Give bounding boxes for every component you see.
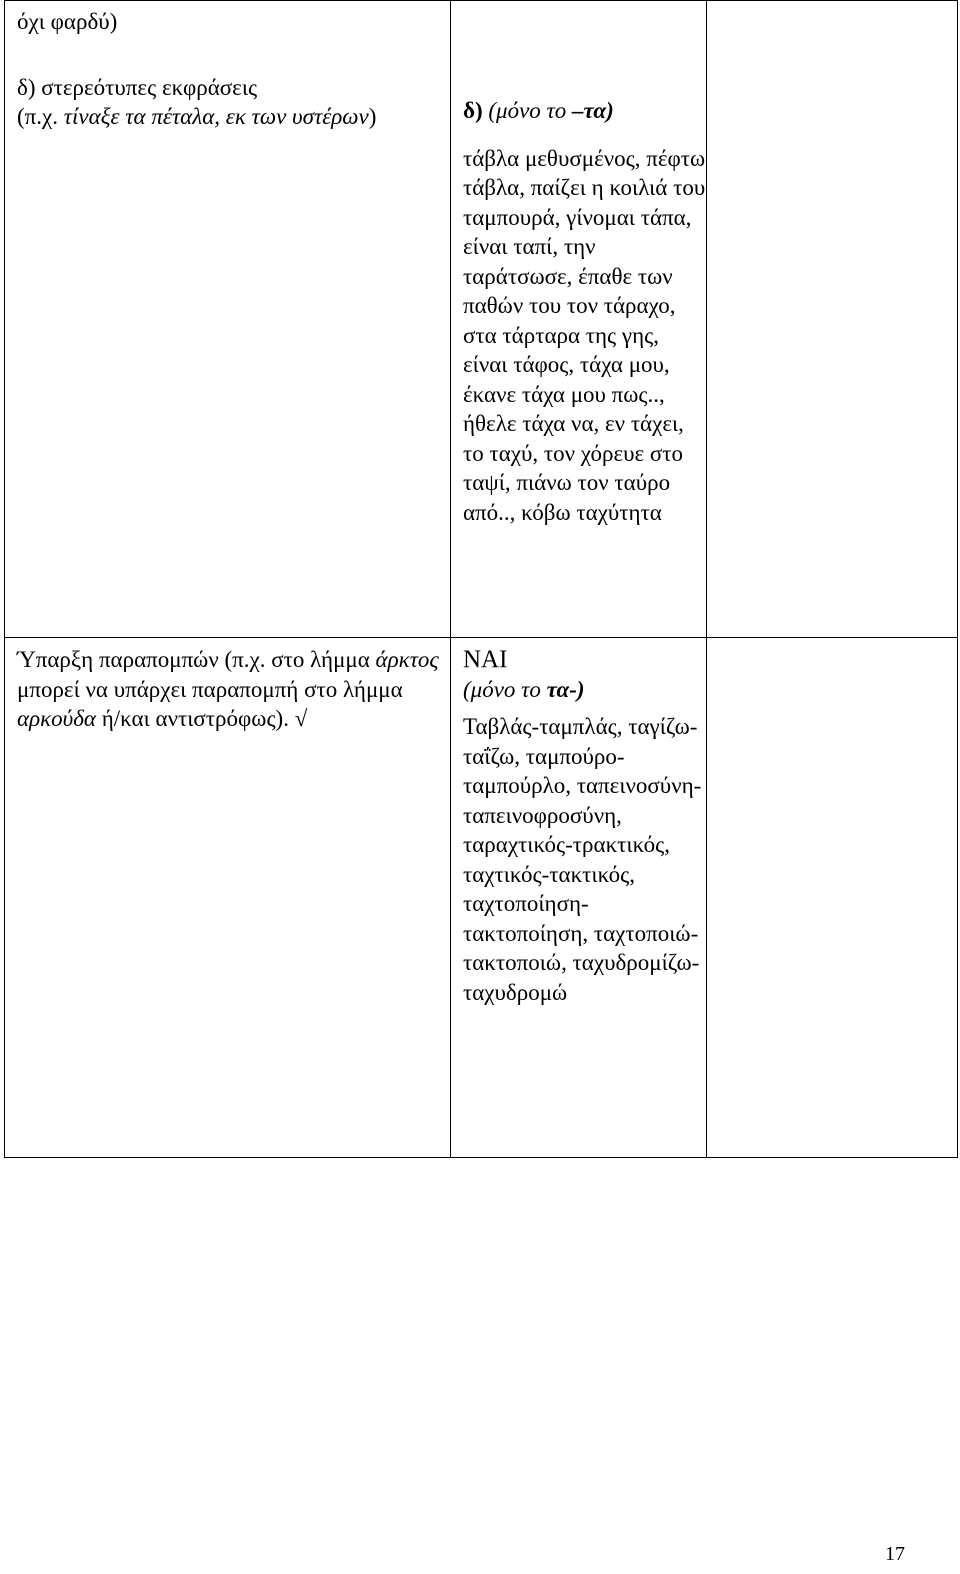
example-close: ) <box>368 104 377 129</box>
expressions-list: τάβλα μεθυσμένος, πέφτω τάβλα, παίζει η κοιλιά του ταμπουρά, γίνομαι τάπα, είναι ταπί, την ταράτσωσε, έπαθε των παθών του τον τάραχο, στα τάρταρα της γης, είναι τάφος, τάχα μου, έκανε τάχα μου πως.., ήθελε τάχα να, εν τάχει, το ταχύ, τον χόρευε στο ταψί, πιάνω τον ταύρο από.., κόβω ταχύτητα <box>463 145 706 525</box>
page-number: 17 <box>885 1543 905 1565</box>
criteria-table <box>4 0 958 1158</box>
table-row <box>5 638 958 1158</box>
criterion-label: δ) στερεότυπες εκφράσεις <box>17 74 258 100</box>
example-phrases: τίναξε τα πέταλα, εκ των υστέρων <box>63 104 369 129</box>
cell-top-line: όχι φαρδύ) <box>17 9 118 34</box>
answer-note: (μόνο το τα-) <box>463 676 585 702</box>
lemma-arkouda: αρκούδα <box>17 706 96 731</box>
criteria-cell: Ύπαρξη παραπομπών (π.χ. στο λήμμα άρκτος μπορεί να υπάρχει παραπομπή στο λήμμα αρκούδα ή/και αντιστρόφως). √ <box>5 638 451 1158</box>
criteria-cell <box>5 1 451 638</box>
answer-cell <box>451 638 707 1158</box>
example-open: (π.χ. <box>17 104 64 129</box>
empty-cell <box>707 1 958 638</box>
lemma-arktos: άρκτος <box>375 647 439 672</box>
answer-text: ΝΑΙ <box>463 646 508 673</box>
section-heading: δ) (μόνο το –τα) <box>463 98 614 123</box>
empty-cell <box>707 638 958 1158</box>
examples-cell <box>451 1 707 638</box>
word-pairs-list: Ταβλάς-ταμπλάς, ταγίζω-ταΐζω, ταμπούρο-ταμπούρλο, ταπεινοσύνη-ταπεινοφροσύνη, ταραχτικός-τρακτικός, ταχτικός-τακτικός, ταχτοποίηση-τακτοποίηση, ταχτοποιώ-τακτοποιώ, ταχυδρομίζω-ταχυδρομώ <box>463 714 702 1005</box>
table-row <box>5 1 958 638</box>
